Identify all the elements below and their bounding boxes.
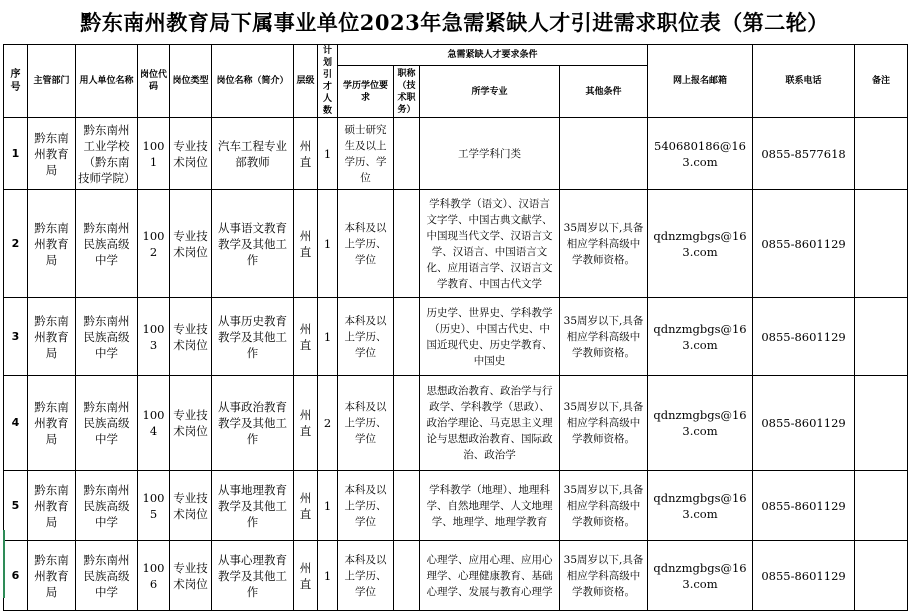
cell-note <box>855 190 908 298</box>
cell-email: qdnzmgbgs@163.com <box>648 190 753 298</box>
table-row <box>4 541 908 611</box>
header-major: 所学专业 <box>420 66 560 118</box>
cell-major: 心理学、应用心理、应用心理学、心理健康教育、基础心理学、发展与教育心理学 <box>420 541 560 611</box>
cell-code: 1002 <box>138 190 170 298</box>
cell-num: 1 <box>318 471 338 541</box>
cell-seq: 6 <box>4 541 28 611</box>
cell-post: 从事地理教育教学及其他工作 <box>212 471 294 541</box>
table-row <box>4 376 908 471</box>
cell-num: 1 <box>318 118 338 190</box>
page-title: 黔东南州教育局下属事业单位2023年急需紧缺人才引进需求职位表（第二轮） <box>80 10 829 35</box>
cell-phone: 0855-8601129 <box>753 298 855 376</box>
header-title-req: 职称（技术职务） <box>394 66 420 118</box>
cell-unit: 黔东南州民族高级中学 <box>76 376 138 471</box>
header-email: 网上报名邮箱 <box>648 45 753 118</box>
cell-dept: 黔东南州教育局 <box>28 541 76 611</box>
cell-major: 工学学科门类 <box>420 118 560 190</box>
cell-other: 35周岁以下,具备相应学科高级中学教师资格。 <box>560 541 648 611</box>
cell-num: 1 <box>318 298 338 376</box>
cell-level: 州直 <box>294 190 318 298</box>
cell-seq: 5 <box>4 471 28 541</box>
cell-title-req <box>394 471 420 541</box>
cell-title-req <box>394 298 420 376</box>
header-edu: 学历学位要求 <box>338 66 394 118</box>
cell-num: 1 <box>318 190 338 298</box>
cell-title-req <box>394 190 420 298</box>
cell-note <box>855 298 908 376</box>
table-row <box>4 190 908 298</box>
cell-level: 州直 <box>294 376 318 471</box>
header-dept: 主管部门 <box>28 45 76 118</box>
cell-type: 专业技术岗位 <box>170 541 212 611</box>
cell-seq: 4 <box>4 376 28 471</box>
cell-major: 思想政治教育、政治学与行政学、学科教学（思政）、政治学理论、马克思主义理论与思想政治教育、国际政治、政治学 <box>420 376 560 471</box>
cell-note <box>855 376 908 471</box>
cell-level: 州直 <box>294 541 318 611</box>
cell-phone: 0855-8577618 <box>753 118 855 190</box>
cell-num: 1 <box>318 541 338 611</box>
selected-row-marker <box>3 530 5 598</box>
cell-code: 1003 <box>138 298 170 376</box>
header-other: 其他条件 <box>560 66 648 118</box>
cell-title-req <box>394 541 420 611</box>
cell-title-req <box>394 118 420 190</box>
cell-type: 专业技术岗位 <box>170 118 212 190</box>
table-row <box>4 471 908 541</box>
cell-phone: 0855-8601129 <box>753 541 855 611</box>
cell-seq: 2 <box>4 190 28 298</box>
cell-other: 35周岁以下,具备相应学科高级中学教师资格。 <box>560 471 648 541</box>
cell-unit: 黔东南州民族高级中学 <box>76 541 138 611</box>
cell-note <box>855 541 908 611</box>
cell-edu: 本科及以上学历、学位 <box>338 541 394 611</box>
cell-post: 从事心理教育教学及其他工作 <box>212 541 294 611</box>
header-type: 岗位类型 <box>170 45 212 118</box>
header-phone: 联系电话 <box>753 45 855 118</box>
cell-other: 35周岁以下,具备相应学科高级中学教师资格。 <box>560 376 648 471</box>
cell-note <box>855 471 908 541</box>
cell-dept: 黔东南州教育局 <box>28 298 76 376</box>
cell-dept: 黔东南州教育局 <box>28 376 76 471</box>
table-row <box>4 298 908 376</box>
cell-code: 1004 <box>138 376 170 471</box>
cell-unit: 黔东南州民族高级中学 <box>76 298 138 376</box>
cell-email: qdnzmgbgs@163.com <box>648 376 753 471</box>
cell-edu: 本科及以上学历、学位 <box>338 471 394 541</box>
header-code: 岗位代码 <box>138 45 170 118</box>
cell-major: 历史学、世界史、学科教学（历史）、中国古代史、中国近现代史、历史学教育、中国史 <box>420 298 560 376</box>
header-post: 岗位名称（简介） <box>212 45 294 118</box>
cell-title-req <box>394 376 420 471</box>
cell-email: qdnzmgbgs@163.com <box>648 541 753 611</box>
cell-dept: 黔东南州教育局 <box>28 118 76 190</box>
cell-dept: 黔东南州教育局 <box>28 190 76 298</box>
cell-edu: 本科及以上学历、学位 <box>338 298 394 376</box>
cell-other: 35周岁以下,具备相应学科高级中学教师资格。 <box>560 190 648 298</box>
cell-note <box>855 118 908 190</box>
cell-unit: 黔东南州民族高级中学 <box>76 471 138 541</box>
header-seq: 序号 <box>4 45 28 118</box>
cell-major: 学科教学（地理）、地理科学、自然地理学、人文地理学、地理学、地理学教育 <box>420 471 560 541</box>
cell-phone: 0855-8601129 <box>753 376 855 471</box>
cell-level: 州直 <box>294 118 318 190</box>
cell-edu: 本科及以上学历、学位 <box>338 190 394 298</box>
cell-post: 汽车工程专业部教师 <box>212 118 294 190</box>
cell-phone: 0855-8601129 <box>753 190 855 298</box>
cell-code: 1005 <box>138 471 170 541</box>
cell-type: 专业技术岗位 <box>170 298 212 376</box>
cell-code: 1006 <box>138 541 170 611</box>
header-note: 备注 <box>855 45 908 118</box>
cell-email: qdnzmgbgs@163.com <box>648 471 753 541</box>
header-level: 层级 <box>294 45 318 118</box>
header-unit: 用人单位名称 <box>76 45 138 118</box>
cell-type: 专业技术岗位 <box>170 190 212 298</box>
cell-dept: 黔东南州教育局 <box>28 471 76 541</box>
cell-email: qdnzmgbgs@163.com <box>648 298 753 376</box>
table-row <box>4 118 908 190</box>
cell-type: 专业技术岗位 <box>170 471 212 541</box>
header-conditions: 急需紧缺人才要求条件 <box>338 45 648 66</box>
cell-seq: 3 <box>4 298 28 376</box>
cell-level: 州直 <box>294 471 318 541</box>
cell-email: 540680186@163.com <box>648 118 753 190</box>
cell-post: 从事政治教育教学及其他工作 <box>212 376 294 471</box>
header-row-1 <box>4 45 908 66</box>
cell-code: 1001 <box>138 118 170 190</box>
cell-other <box>560 118 648 190</box>
cell-unit: 黔东南州民族高级中学 <box>76 190 138 298</box>
cell-edu: 本科及以上学历、学位 <box>338 376 394 471</box>
cell-post: 从事历史教育教学及其他工作 <box>212 298 294 376</box>
cell-level: 州直 <box>294 298 318 376</box>
cell-post: 从事语文教育教学及其他工作 <box>212 190 294 298</box>
positions-table <box>3 44 908 611</box>
cell-other: 35周岁以下,具备相应学科高级中学教师资格。 <box>560 298 648 376</box>
cell-seq: 1 <box>4 118 28 190</box>
cell-edu: 硕士研究生及以上学历、学位 <box>338 118 394 190</box>
cell-phone: 0855-8601129 <box>753 471 855 541</box>
cell-unit: 黔东南州工业学校（黔东南技师学院） <box>76 118 138 190</box>
cell-num: 2 <box>318 376 338 471</box>
cell-type: 专业技术岗位 <box>170 376 212 471</box>
header-num: 计划引才人数 <box>318 45 338 118</box>
cell-major: 学科教学（语文）、汉语言文字学、中国古典文献学、中国现当代文学、汉语言文学、汉语言、中国语言文化、应用语言学、汉语言文学教育、中国古代文学 <box>420 190 560 298</box>
